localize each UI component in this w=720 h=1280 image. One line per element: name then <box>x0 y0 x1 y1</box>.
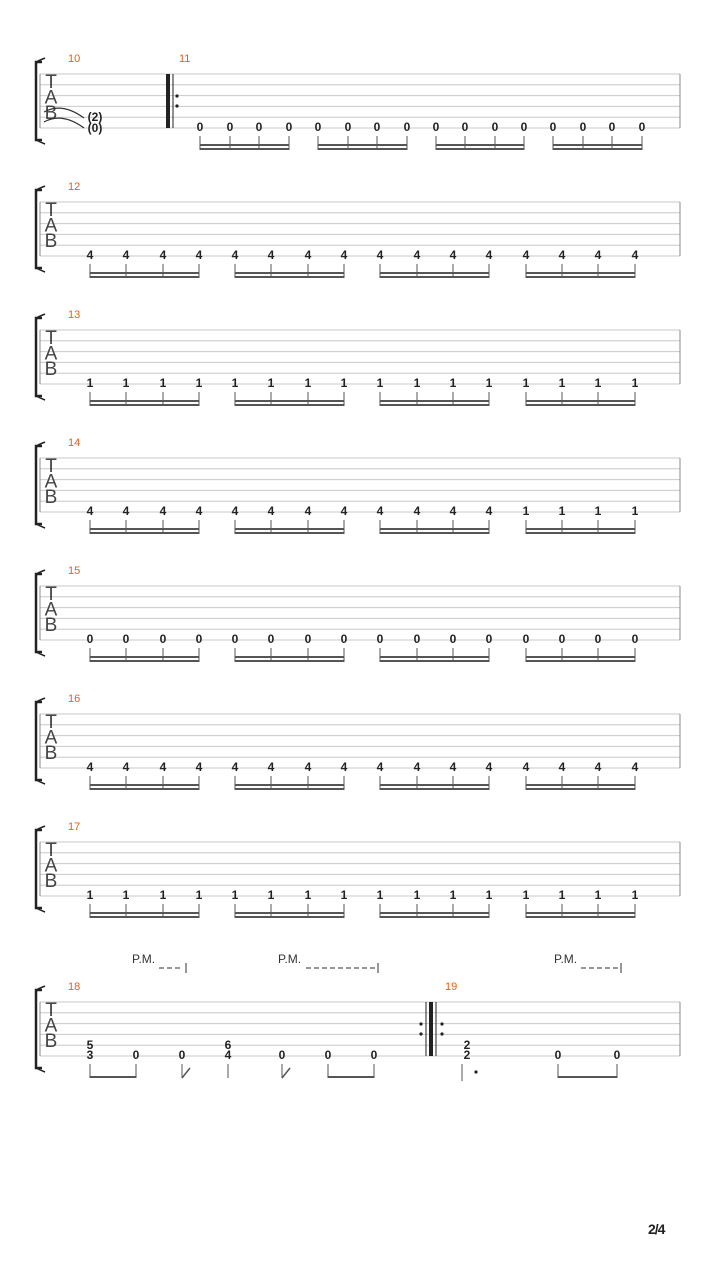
tab-system <box>36 437 680 534</box>
fret-number: 0 <box>613 1048 621 1062</box>
fret-number: 1 <box>558 888 566 902</box>
fret-number: (2) <box>87 110 103 124</box>
fret-number: 4 <box>594 760 602 774</box>
tab-system <box>36 309 680 406</box>
tab-clef-letter-t: T <box>45 712 57 733</box>
fret-number: 4 <box>449 504 457 518</box>
measure-18 <box>68 952 621 1078</box>
fret-number: 4 <box>86 504 94 518</box>
fret-number: 1 <box>195 376 203 390</box>
fret-number: 4 <box>558 248 566 262</box>
fret-number: 1 <box>449 888 457 902</box>
repeat-thick-bar <box>166 74 170 128</box>
fret-number: 1 <box>267 376 275 390</box>
tab-clef-letter-t: T <box>45 1000 57 1021</box>
fret-number: 0 <box>370 1048 378 1062</box>
fret-number: 1 <box>304 888 312 902</box>
fret-number: 0 <box>86 632 94 646</box>
tab-clef-letter-a: A <box>44 215 58 237</box>
fret-number: 0 <box>491 120 499 134</box>
fret-number: 4 <box>195 504 203 518</box>
fret-number: 0 <box>403 120 411 134</box>
measure-14 <box>68 437 639 534</box>
fret-number: 0 <box>195 632 203 646</box>
fret-number: 0 <box>594 632 602 646</box>
measure-12 <box>68 181 639 278</box>
fret-number: 4 <box>594 248 602 262</box>
fret-number: 1 <box>86 376 94 390</box>
fret-number: 0 <box>376 632 384 646</box>
repeat-dot <box>175 94 178 97</box>
fret-number: 4 <box>231 248 239 262</box>
fret-number: 0 <box>579 120 587 134</box>
measure-number: 13 <box>68 309 81 321</box>
fret-number: 0 <box>159 632 167 646</box>
fret-number: 0 <box>638 120 646 134</box>
fret-number: 0 <box>231 632 239 646</box>
fret-number: 1 <box>413 888 421 902</box>
tab-clef-letter-a: A <box>44 471 58 493</box>
fret-number: 1 <box>159 888 167 902</box>
fret-number: 0 <box>373 120 381 134</box>
repeat-thick-bar <box>429 1002 433 1056</box>
repeat-dot <box>440 1032 443 1035</box>
measure-11 <box>166 53 646 150</box>
tab-system <box>36 53 680 150</box>
fret-number: 4 <box>224 1048 232 1062</box>
measure-number: 14 <box>68 437 81 449</box>
tab-clef-letter-t: T <box>45 328 57 349</box>
fret-number: 4 <box>159 760 167 774</box>
measure-15 <box>68 565 639 662</box>
fret-number: 1 <box>86 888 94 902</box>
note-flag <box>282 1068 290 1078</box>
fret-number: 1 <box>449 376 457 390</box>
fret-number: 4 <box>485 760 493 774</box>
fret-number: 1 <box>558 376 566 390</box>
measure-number: 18 <box>68 981 81 993</box>
fret-number: 4 <box>195 248 203 262</box>
fret-number: 1 <box>376 888 384 902</box>
fret-number: 1 <box>485 888 493 902</box>
tab-system <box>36 693 680 790</box>
fret-number: 0 <box>631 632 639 646</box>
fret-number: 1 <box>413 376 421 390</box>
fret-number: 4 <box>195 760 203 774</box>
page-number: 2/4 <box>648 1221 665 1237</box>
tab-clef-letter-t: T <box>45 584 57 605</box>
fret-number: 1 <box>231 888 239 902</box>
measure-number: 15 <box>68 565 81 577</box>
fret-number: 4 <box>159 504 167 518</box>
repeat-dot <box>175 104 178 107</box>
fret-number: 4 <box>231 760 239 774</box>
measure-13 <box>68 309 639 406</box>
fret-number: 1 <box>631 376 639 390</box>
tab-clef-letter-t: T <box>45 200 57 221</box>
fret-number: 4 <box>122 504 130 518</box>
fret-number: 4 <box>631 760 639 774</box>
fret-number: 4 <box>304 504 312 518</box>
measure-16 <box>68 693 639 790</box>
tab-clef-letter-a: A <box>44 1015 58 1037</box>
fret-number: 4 <box>86 760 94 774</box>
repeat-dot <box>440 1022 443 1025</box>
fret-number: 4 <box>267 504 275 518</box>
fret-number: 0 <box>413 632 421 646</box>
tab-clef-letter-a: A <box>44 87 58 109</box>
tab-clef-letter-b: B <box>44 487 58 508</box>
dotted-note-dot <box>474 1070 477 1073</box>
fret-number: 0 <box>608 120 616 134</box>
fret-number: 4 <box>340 248 348 262</box>
fret-number: 4 <box>413 248 421 262</box>
fret-number: 1 <box>195 888 203 902</box>
measure-number: 10 <box>68 53 81 65</box>
repeat-dot <box>419 1022 422 1025</box>
fret-number: 0 <box>226 120 234 134</box>
fret-number: 1 <box>594 376 602 390</box>
fret-number: 4 <box>159 248 167 262</box>
fret-number: 0 <box>304 632 312 646</box>
fret-number: 4 <box>304 760 312 774</box>
fret-number: 1 <box>159 376 167 390</box>
tab-clef-letter-a: A <box>44 343 58 365</box>
tab-clef-letter-b: B <box>44 871 58 892</box>
fret-number: 0 <box>449 632 457 646</box>
palm-mute-label: P.M. <box>132 952 156 966</box>
fret-number: 1 <box>376 376 384 390</box>
fret-number: 0 <box>267 632 275 646</box>
fret-number: 1 <box>558 504 566 518</box>
fret-number: 1 <box>267 888 275 902</box>
fret-number: 4 <box>558 760 566 774</box>
fret-number: 6 <box>224 1038 232 1052</box>
fret-number: 5 <box>86 1038 94 1052</box>
repeat-dot <box>419 1032 422 1035</box>
fret-number: 0 <box>285 120 293 134</box>
palm-mute-label: P.M. <box>278 952 302 966</box>
fret-number: 4 <box>522 248 530 262</box>
fret-number: 1 <box>522 504 530 518</box>
measure-17 <box>68 821 639 918</box>
fret-number: 0 <box>461 120 469 134</box>
fret-number: 4 <box>267 248 275 262</box>
tab-system <box>36 565 680 662</box>
fret-number: 1 <box>631 888 639 902</box>
tab-clef-letter-b: B <box>44 1031 58 1052</box>
fret-number: 4 <box>376 760 384 774</box>
fret-number: 1 <box>340 376 348 390</box>
measure-number: 16 <box>68 693 81 705</box>
fret-number: 0 <box>554 1048 562 1062</box>
fret-number: (0) <box>87 121 103 135</box>
fret-number: 1 <box>304 376 312 390</box>
tab-clef-letter-t: T <box>45 72 57 93</box>
fret-number: 0 <box>132 1048 140 1062</box>
palm-mute-label: P.M. <box>554 952 578 966</box>
measure-19 <box>445 981 621 1081</box>
fret-number: 0 <box>558 632 566 646</box>
tab-system <box>36 181 680 278</box>
fret-number: 0 <box>549 120 557 134</box>
fret-number: 4 <box>340 760 348 774</box>
fret-number: 4 <box>376 248 384 262</box>
fret-number: 4 <box>231 504 239 518</box>
tab-clef-letter-b: B <box>44 615 58 636</box>
fret-number: 1 <box>631 504 639 518</box>
fret-number: 0 <box>485 632 493 646</box>
fret-number: 4 <box>485 248 493 262</box>
fret-number: 1 <box>594 504 602 518</box>
fret-number: 4 <box>267 760 275 774</box>
fret-number: 4 <box>413 760 421 774</box>
fret-number: 0 <box>344 120 352 134</box>
fret-number: 3 <box>86 1048 94 1062</box>
tab-clef-letter-a: A <box>44 599 58 621</box>
tab-system <box>36 952 680 1081</box>
tab-clef-letter-b: B <box>44 103 58 124</box>
fret-number: 1 <box>122 888 130 902</box>
fret-number: 0 <box>522 632 530 646</box>
fret-number: 1 <box>122 376 130 390</box>
fret-number: 4 <box>485 504 493 518</box>
tab-system <box>36 821 680 918</box>
measure-number: 11 <box>179 53 191 65</box>
fret-number: 1 <box>522 376 530 390</box>
fret-number: 4 <box>449 760 457 774</box>
fret-number: 0 <box>278 1048 286 1062</box>
fret-number: 0 <box>520 120 528 134</box>
fret-number: 4 <box>304 248 312 262</box>
fret-number: 4 <box>522 760 530 774</box>
fret-number: 4 <box>449 248 457 262</box>
fret-number: 4 <box>86 248 94 262</box>
fret-number: 1 <box>485 376 493 390</box>
fret-number: 4 <box>631 248 639 262</box>
tab-clef-letter-b: B <box>44 359 58 380</box>
fret-number: 1 <box>340 888 348 902</box>
fret-number: 0 <box>314 120 322 134</box>
measure-number: 17 <box>68 821 81 833</box>
fret-number: 2 <box>463 1048 471 1062</box>
fret-number: 4 <box>376 504 384 518</box>
fret-number: 4 <box>122 248 130 262</box>
tab-clef-letter-t: T <box>45 840 57 861</box>
tab-clef-letter-a: A <box>44 855 58 877</box>
tab-clef-letter-t: T <box>45 456 57 477</box>
fret-number: 0 <box>340 632 348 646</box>
fret-number: 0 <box>324 1048 332 1062</box>
tab-clef-letter-b: B <box>44 743 58 764</box>
note-flag <box>182 1068 190 1078</box>
tab-clef-letter-a: A <box>44 727 58 749</box>
fret-number: 0 <box>178 1048 186 1062</box>
measure-number: 19 <box>445 981 458 993</box>
fret-number: 4 <box>413 504 421 518</box>
fret-number: 1 <box>522 888 530 902</box>
fret-number: 4 <box>122 760 130 774</box>
fret-number: 0 <box>255 120 263 134</box>
fret-number: 0 <box>122 632 130 646</box>
fret-number: 1 <box>594 888 602 902</box>
tab-clef-letter-b: B <box>44 231 58 252</box>
fret-number: 0 <box>196 120 204 134</box>
fret-number: 2 <box>463 1038 471 1052</box>
fret-number: 4 <box>340 504 348 518</box>
fret-number: 1 <box>231 376 239 390</box>
fret-number: 0 <box>432 120 440 134</box>
measure-number: 12 <box>68 181 81 193</box>
